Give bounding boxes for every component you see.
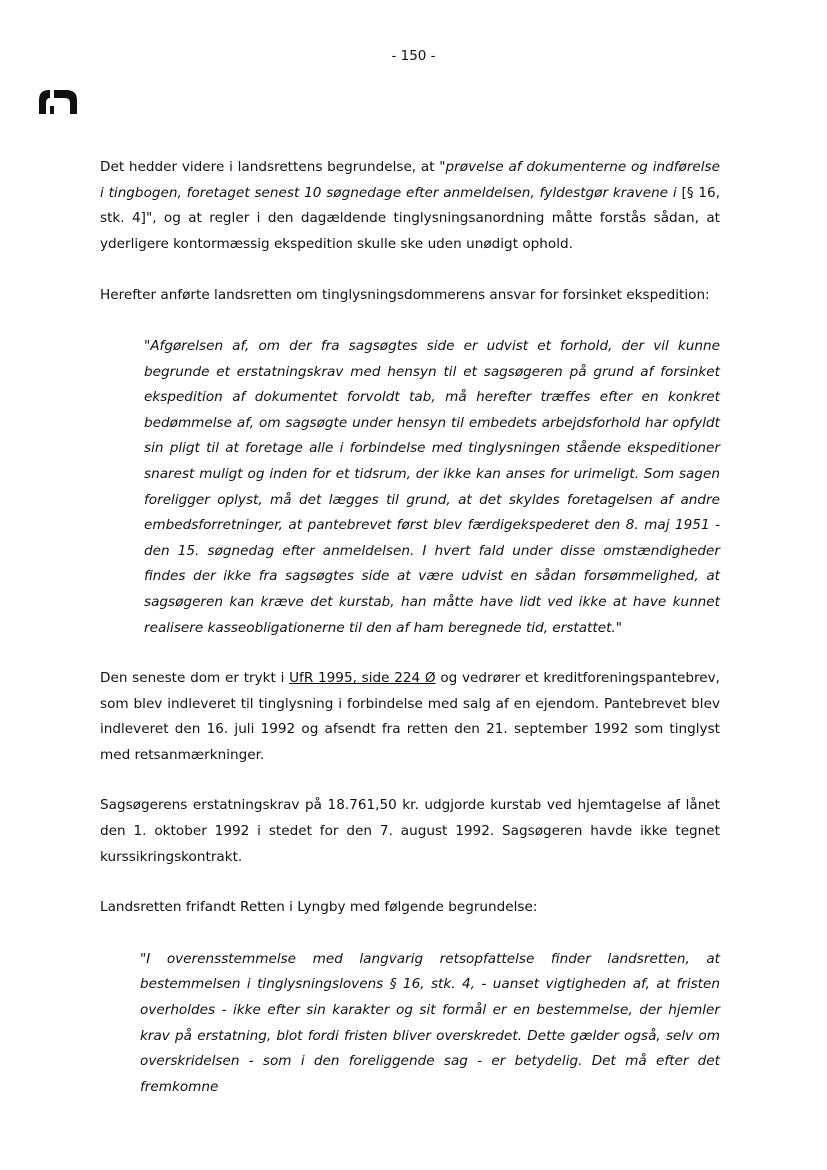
document-body	[100, 155, 720, 1100]
paragraph-3-intro: Den seneste dom er trykt i	[100, 670, 290, 687]
paragraph-1-quoted: prøvelse af dokumenterne og indførelse i tingbogen, foretaget senest 10 søgnedage efter anmeldelsen, fyldestgør kravene i	[100, 159, 720, 201]
paragraph-4: Sagsøgerens erstatningskrav på 18.761,50 kr. udgjorde kurstab ved hjemtagelse af lånet den 1. oktober 1992 i stedet for den 7. august 1992. Sagsøgeren havde ikke tegnet kurssikringskontrakt.	[100, 797, 720, 865]
publisher-logo-icon	[36, 84, 80, 120]
block-quote-1: "Afgørelsen af, om der fra sagsøgtes side er udvist et forhold, der vil kunne begrunde et erstatningskrav med hensyn til et sagsøgeren på grund af forsinket ekspedition af dokumentet forvoldt tab, må herefter træffes efter en konkret bedømmelse af, om sagsøgte under hensyn til embedets arbejdsforhold har opfyldt sin pligt til at foretage alle i forbindelse med tinglysningen stående ekspeditioner snarest muligt og inden for et tidsrum, der ikke kan anses for urimeligt. Som sagen foreligger oplyst, må det lægges til grund, at det skyldes foretagelsen af andre embedsforretninger, at pantebrevet først blev færdigekspederet den 8. maj 1951 - den 15. søgnedag efter anmeldelsen. I hvert fald under disse omstændigheder findes der ikke fra sagsøgtes side at være udvist en sådan forsømmelighed, at sagsøgeren kan kræve det kurstab, han måtte have lidt ved ikke at have kunnet realisere kasseobligationerne til den af ham beregnede tid, erstattet."	[144, 337, 720, 636]
paragraph-1-intro: Det hedder videre i landsrettens begrundelse, at "	[100, 159, 446, 175]
page-number: - 150 -	[391, 48, 436, 64]
paragraph-1-rest: [§ 16, stk. 4]", og at regler i den dagældende tinglysningsanordning måtte forstås sådan, at yderligere kontormæssig ekspedition skulle ske uden unødigt ophold.	[100, 184, 720, 252]
paragraph-5: Landsretten frifandt Retten i Lyngby med følgende begrundelse:	[100, 899, 538, 916]
case-reference-link[interactable]: UfR 1995, side 224 Ø	[289, 670, 436, 687]
paragraph-3	[100, 666, 720, 768]
paragraph-1	[100, 155, 720, 257]
paragraph-2: Herefter anførte landsretten om tinglysningsdommerens ansvar for forsinket ekspedition:	[100, 287, 710, 304]
block-quote-2: "I overensstemmelse med langvarig retsopfattelse finder landsretten, at bestemmelsen i tinglysningslovens § 16, stk. 4, - uanset vigtigheden af, at fristen overholdes - ikke efter sin karakter og sit formål er en bestemmelse, der hjemler krav på erstatning, blot fordi fristen bliver overskredet. Dette gælder også, selv om overskridelsen - som i den foreliggende sag - er betydelig. Det må efter det fremkomne	[140, 950, 720, 1095]
paragraph-3-rest: og vedrører et kreditforeningspantebrev, som blev indleveret til tinglysning i forbindelse med salg af en ejendom. Pantebrevet blev indleveret den 16. juli 1992 og afsendt fra retten den 21. september 1992 som tinglyst med retsanmærkninger.	[100, 670, 720, 763]
